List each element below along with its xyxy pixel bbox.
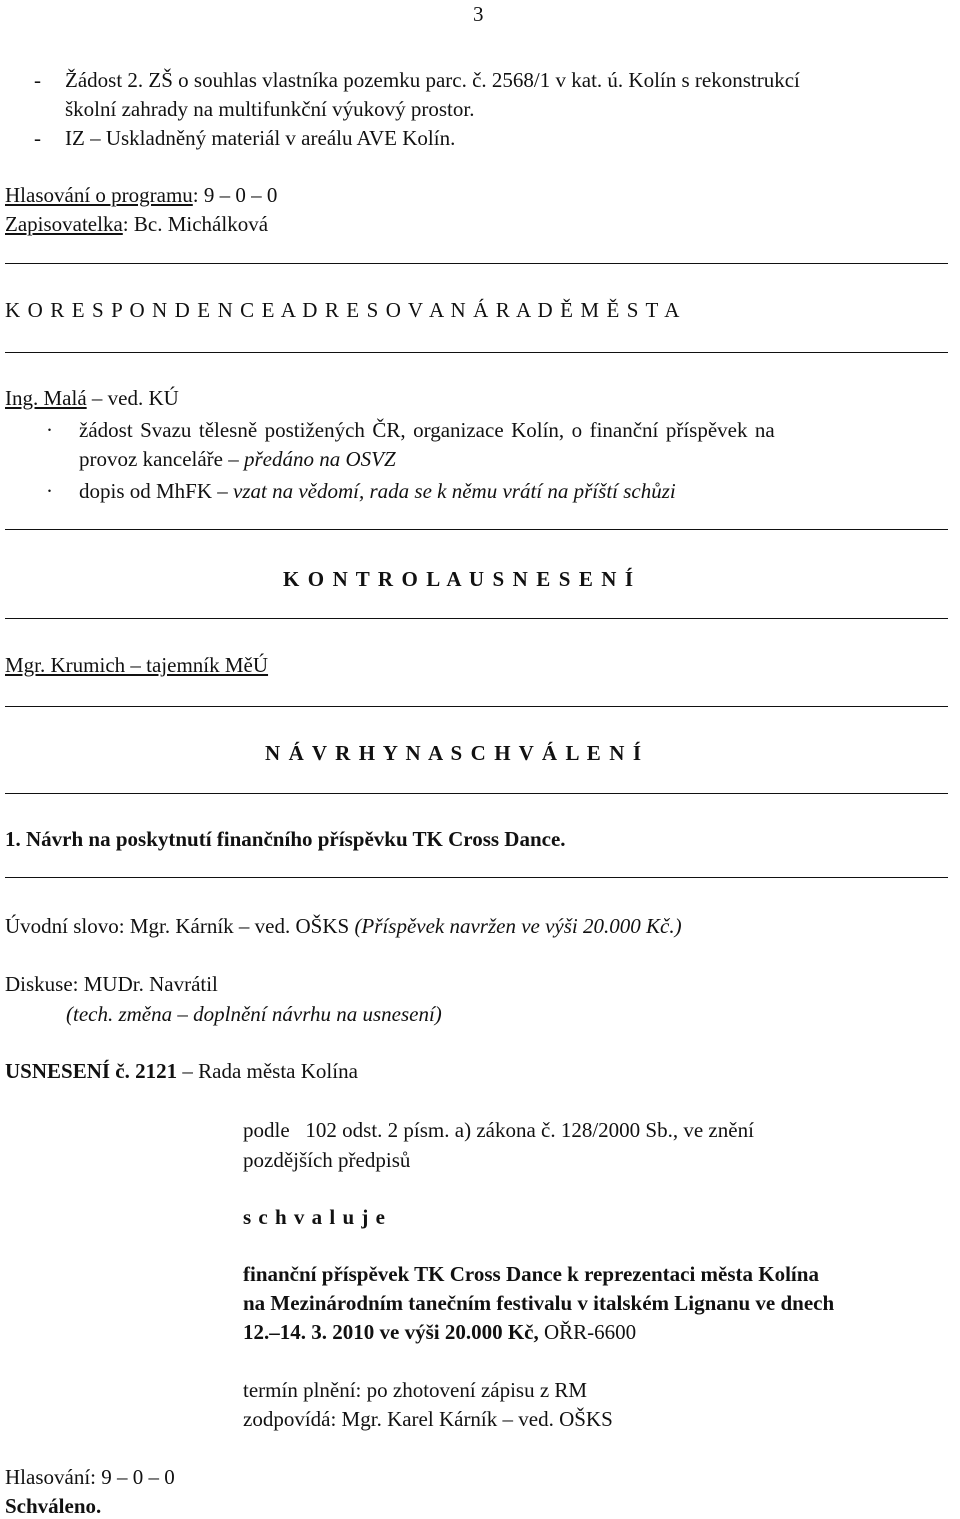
proposal-intro-note: (Příspěvek navržen ve výši 20.000 Kč.) — [354, 914, 682, 938]
recorder-label: Zapisovatelka — [5, 212, 123, 236]
item-dash: - — [34, 126, 41, 150]
resolution-heading — [5, 1059, 358, 1084]
bullet: · — [46, 418, 53, 442]
correspondence-item-2 — [79, 479, 676, 504]
resolution-body-line3 — [243, 1320, 636, 1345]
divider — [5, 793, 948, 794]
resolution-law-line2: pozdějších předpisů — [243, 1148, 411, 1172]
item-iz: IZ – Uskladněný materiál v areálu AVE Kolín. — [65, 126, 456, 150]
section-heading-control: K O N T R O L A U S N E S E N Í — [283, 567, 636, 591]
item-dash: - — [34, 68, 41, 92]
divider — [5, 352, 948, 353]
proposal-discussion-note: (tech. změna – doplnění návrhu na usnesení) — [66, 1002, 442, 1026]
resolution-number: USNESENÍ č. 2121 — [5, 1059, 178, 1083]
proposal-intro-speaker: Úvodní slovo: Mgr. Kárník – ved. OŠKS — [5, 914, 355, 938]
correspondence-from — [5, 386, 179, 411]
divider — [5, 706, 948, 707]
correspondence-from-name: Ing. Malá — [5, 386, 87, 410]
section-heading-proposals: N Á V R H Y N A S C H V Á L E N Í — [265, 741, 644, 765]
recorder-value: : Bc. Michálková — [122, 212, 269, 236]
proposal-discussion: Diskuse: MUDr. Navrátil — [5, 972, 218, 996]
vote-result: Hlasování: 9 – 0 – 0 — [5, 1465, 175, 1489]
program-vote — [5, 183, 277, 208]
correspondence-from-role: – ved. KÚ — [86, 386, 179, 410]
resolution-body: – Rada města Kolína — [177, 1059, 358, 1083]
resolution-body-line2: na Mezinárodním tanečním festivalu v italském Lignanu ve dnech — [243, 1291, 835, 1315]
correspondence-item-2-resolution: vzat na vědomí, rada se k němu vrátí na příští schůzi — [233, 479, 676, 503]
page-number: 3 — [473, 2, 484, 26]
divider — [5, 877, 948, 878]
recorder — [5, 212, 268, 237]
correspondence-item-1-line2 — [79, 447, 396, 472]
approval-status: Schváleno. — [5, 1494, 102, 1518]
item-zs-line2: školní zahrady na multifunkční výukový prostor. — [65, 97, 475, 121]
bullet: · — [46, 479, 53, 503]
resolution-body-line1: finanční příspěvek TK Cross Dance k reprezentaci města Kolína — [243, 1262, 819, 1286]
program-vote-value: : 9 – 0 – 0 — [192, 183, 278, 207]
divider — [5, 618, 948, 619]
divider — [5, 263, 948, 264]
correspondence-item-1-text: provoz kanceláře – — [79, 447, 244, 471]
item-zs-line1: Žádost 2. ZŠ o souhlas vlastníka pozemku parc. č. 2568/1 v kat. ú. Kolín s rekonstrukcí — [65, 68, 800, 92]
proposal-intro — [5, 914, 682, 939]
correspondence-item-1-resolution: předáno na OSVZ — [244, 447, 396, 471]
control-responsible — [5, 653, 268, 678]
program-vote-label: Hlasování o programu — [5, 183, 193, 207]
resolution-deadline: termín plnění: po zhotovení zápisu z RM — [243, 1378, 588, 1402]
control-responsible-text: Mgr. Krumich – tajemník MěÚ — [5, 653, 269, 677]
correspondence-item-2-text: dopis od MhFK – — [79, 479, 234, 503]
proposal-title: 1. Návrh na poskytnutí finančního příspěvku TK Cross Dance. — [5, 827, 566, 851]
resolution-responsible: zodpovídá: Mgr. Karel Kárník – ved. OŠKS — [243, 1407, 613, 1431]
resolution-law-line1: podle 102 odst. 2 písm. a) zákona č. 128/2000 Sb., ve znění — [243, 1118, 754, 1142]
resolution-budget-code: OŘR-6600 — [538, 1320, 637, 1344]
divider — [5, 529, 948, 530]
resolution-approves: s c h v a l u j e — [243, 1205, 386, 1229]
correspondence-item-1-line1: žádost Svazu tělesně postižených ČR, organizace Kolín, o finanční příspěvek na — [79, 418, 775, 442]
section-heading-correspondence: K O R E S P O N D E N C E A D R E S O V A N Á R A D Ě M Ě S T A — [5, 298, 683, 322]
resolution-amount: 12.–14. 3. 2010 ve výši 20.000 Kč, — [243, 1320, 539, 1344]
